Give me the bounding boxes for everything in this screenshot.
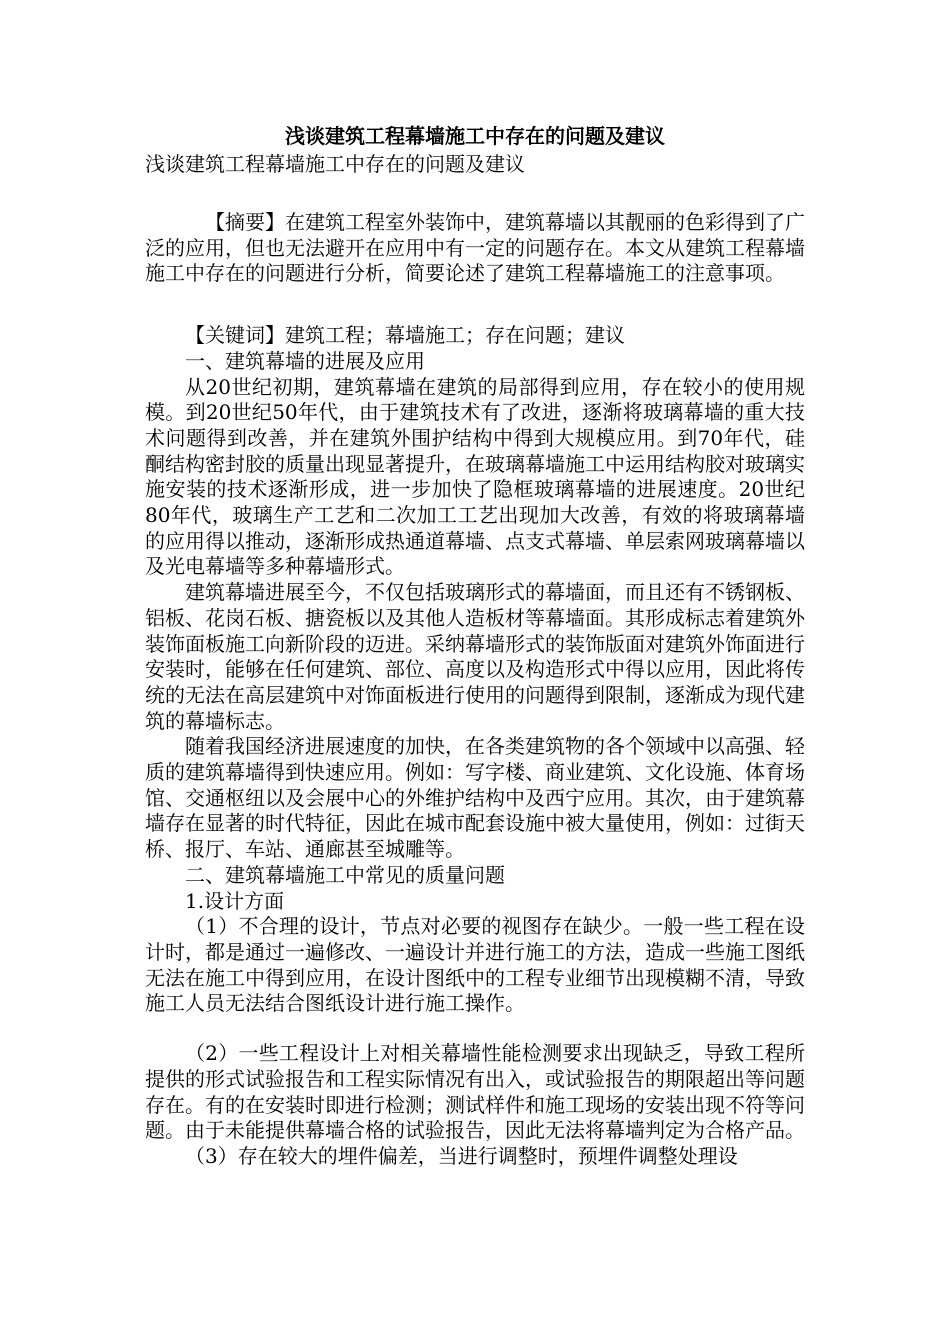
design-item-1: （1）不合理的设计，节点对必要的视图存在缺少。一般一些工程在设计时，都是通过一遍修改、一遍设计并进行施工的方法，造成一些施工图纸无法在施工中得到应用，在设计图纸中的工程专业细节出现模糊不清，导致施工人员无法结合图纸设计进行施工操作。 [145,914,805,1016]
subsection-design-heading: 1.设计方面 [185,888,285,913]
document-subtitle: 浅谈建筑工程幕墙施工中存在的问题及建议 [145,152,525,176]
design-item-3: （3）存在较大的埋件偏差，当进行调整时，预埋件调整处理设 [185,1143,738,1168]
page-content [145,122,805,1170]
design-item-2: （2）一些工程设计上对相关幕墙性能检测要求出现缺乏，导致工程所提供的形式试验报告和工程实际情况有出入，或试验报告的期限超出等问题存在。有的在安装时即进行检测；测试样件和施工现场的安装出现不符等问题。由于未能提供幕墙合格的试验报告，因此无法将幕墙判定为合格产品。 [145,1041,805,1143]
section1-heading: 一、建筑幕墙的进展及应用 [185,348,425,373]
section1-paragraph-1: 从20世纪初期，建筑幕墙在建筑的局部得到应用，存在较小的使用规模。到20世纪50年代，由于建筑技术有了改进，逐渐将玻璃幕墙的重大技术问题得到改善，并在建筑外围护结构中得到大规模应用。到70年代，硅酮结构密封胶的质量出现显著提升，在玻璃幕墙施工中运用结构胶对玻璃实施安装的技术逐渐形成，进一步加快了隐框玻璃幕墙的进展速度。20世纪80年代，玻璃生产工艺和二次加工工艺出现加大改善，有效的将玻璃幕墙的应用得以推动，逐渐形成热通道幕墙、点支式幕墙、单层索网玻璃幕墙以及光电幕墙等多种幕墙形式。 [145,374,805,579]
keywords-paragraph: 【关键词】建筑工程；幕墙施工；存在问题；建议 [185,323,625,348]
section1-paragraph-2: 建筑幕墙进展至今，不仅包括玻璃形式的幕墙面，而且还有不锈钢板、铝板、花岗石板、搪瓷板以及其他人造板材等幕墙面。其形成标志着建筑外装饰面板施工向新阶段的迈进。采纳幕墙形式的装饰版面对建筑外饰面进行安装时，能够在任何建筑、部位、高度以及构造形式中得以应用，因此将传统的无法在高层建筑中对饰面板进行使用的问题得到限制，逐渐成为现代建筑的幕墙标志。 [145,580,805,733]
section1-paragraph-3: 随着我国经济进展速度的加快，在各类建筑物的各个领域中以高强、轻质的建筑幕墙得到快速应用。例如：写字楼、商业建筑、文化设施、体育场馆、交通枢纽以及会展中心的外维护结构中及西宁应用。其次，由于建筑幕墙存在显著的时代特征，因此在城市配套设施中被大量使用，例如：过街天桥、报厅、车站、通廊甚至城雕等。 [145,734,805,862]
section2-heading: 二、建筑幕墙施工中常见的质量问题 [185,862,505,887]
abstract-paragraph: 【摘要】在建筑工程室外装饰中，建筑幕墙以其靓丽的色彩得到了广泛的应用，但也无法避开在应用中有一定的问题存在。本文从建筑工程幕墙施工中存在的问题进行分析，简要论述了建筑工程幕墙施工的注意事项。 [145,210,805,286]
document-title: 浅谈建筑工程幕墙施工中存在的问题及建议 [285,124,665,148]
